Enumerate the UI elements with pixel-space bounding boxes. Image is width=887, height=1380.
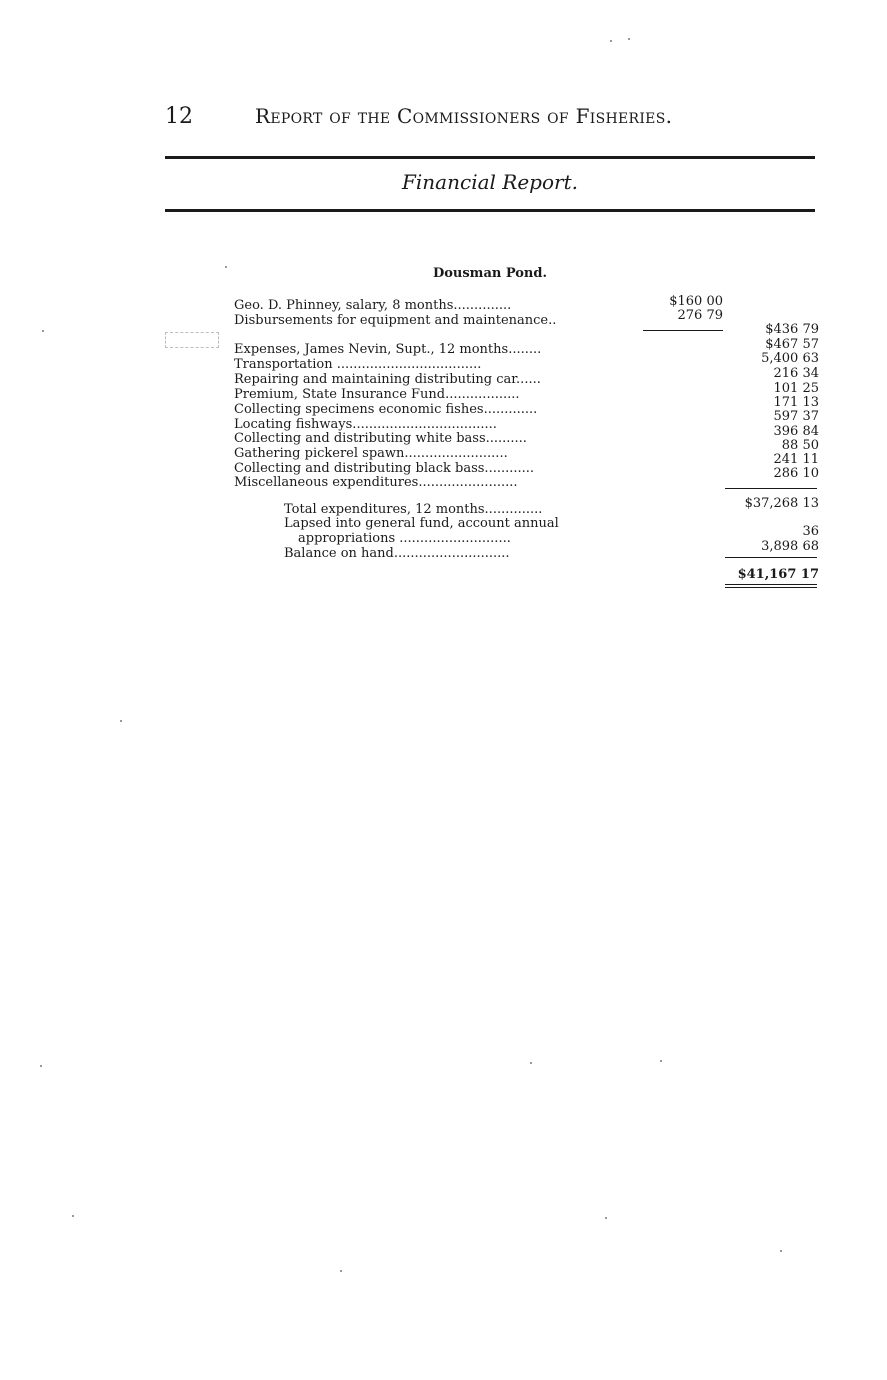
amount-col2: $467 57 [765, 337, 819, 352]
total-line: appropriations ........................... [298, 531, 511, 546]
speck [780, 1250, 782, 1252]
amount-col2: 88 50 [781, 438, 819, 453]
ledger-line: Transportation ................................... [234, 357, 482, 372]
ledger-line: Geo. D. Phinney, salary, 8 months.............. [234, 298, 512, 313]
margin-mark [165, 332, 219, 348]
speck [42, 330, 44, 332]
speck [628, 38, 630, 40]
ledger-line: Repairing and maintaining distributing car...... [234, 372, 541, 387]
total-line: Lapsed into general fund, account annual [284, 516, 559, 531]
amount-col2: 286 10 [773, 466, 819, 481]
grand-total-rule [725, 557, 817, 558]
speck [225, 266, 227, 268]
running-title: Report of the Commissioners of Fisheries. [255, 104, 673, 128]
amount-col2: 597 37 [773, 409, 819, 424]
ledger-line: Miscellaneous expenditures........................ [234, 475, 518, 490]
amount-col2: 171 13 [773, 395, 819, 410]
amount-col2: 216 34 [773, 366, 819, 381]
ledger-line: Locating fishways................................... [234, 417, 497, 432]
total-value: $37,268 13 [744, 496, 819, 511]
speck [660, 1060, 662, 1062]
speck [72, 1215, 74, 1217]
grand-total-value: $41,167 17 [737, 567, 819, 582]
speck [40, 1065, 42, 1067]
double-rule-top [725, 584, 817, 585]
speck [530, 1062, 532, 1064]
page-number: 12 [165, 104, 193, 129]
speck [610, 40, 612, 42]
amount-col2: $436 79 [765, 322, 819, 337]
amount-col1: $160 00 [669, 294, 723, 309]
total-rule [725, 488, 817, 489]
ledger-line: Gathering pickerel spawn......................... [234, 446, 508, 461]
pond-title: Dousman Pond. [432, 266, 548, 281]
bottom-rule [165, 209, 815, 212]
total-line: Balance on hand............................ [284, 546, 510, 561]
top-rule [165, 156, 815, 159]
amount-col1: 276 79 [677, 308, 723, 323]
total-value: 3,898 68 [761, 539, 819, 554]
double-rule-bottom [725, 587, 817, 588]
ledger-line: Collecting and distributing white bass.......... [234, 431, 527, 446]
ledger-line: Collecting specimens economic fishes............. [234, 402, 538, 417]
subtotal-rule [643, 330, 723, 331]
amount-col2: 396 84 [773, 424, 819, 439]
ledger-line: Premium, State Insurance Fund.................. [234, 387, 520, 402]
section-heading: Financial Report. [402, 170, 578, 194]
amount-col2: 241 11 [773, 452, 819, 467]
ledger-line: Expenses, James Nevin, Supt., 12 months........ [234, 342, 542, 357]
speck [120, 720, 122, 722]
ledger-line: Disbursements for equipment and maintenance.. [234, 313, 557, 328]
amount-col2: 5,400 63 [761, 351, 819, 366]
amount-col2: 101 25 [773, 381, 819, 396]
speck [605, 1217, 607, 1219]
total-line: Total expenditures, 12 months.............. [284, 502, 543, 517]
total-value: 36 [802, 524, 819, 539]
ledger-line: Collecting and distributing black bass............ [234, 461, 535, 476]
speck [340, 1270, 342, 1272]
